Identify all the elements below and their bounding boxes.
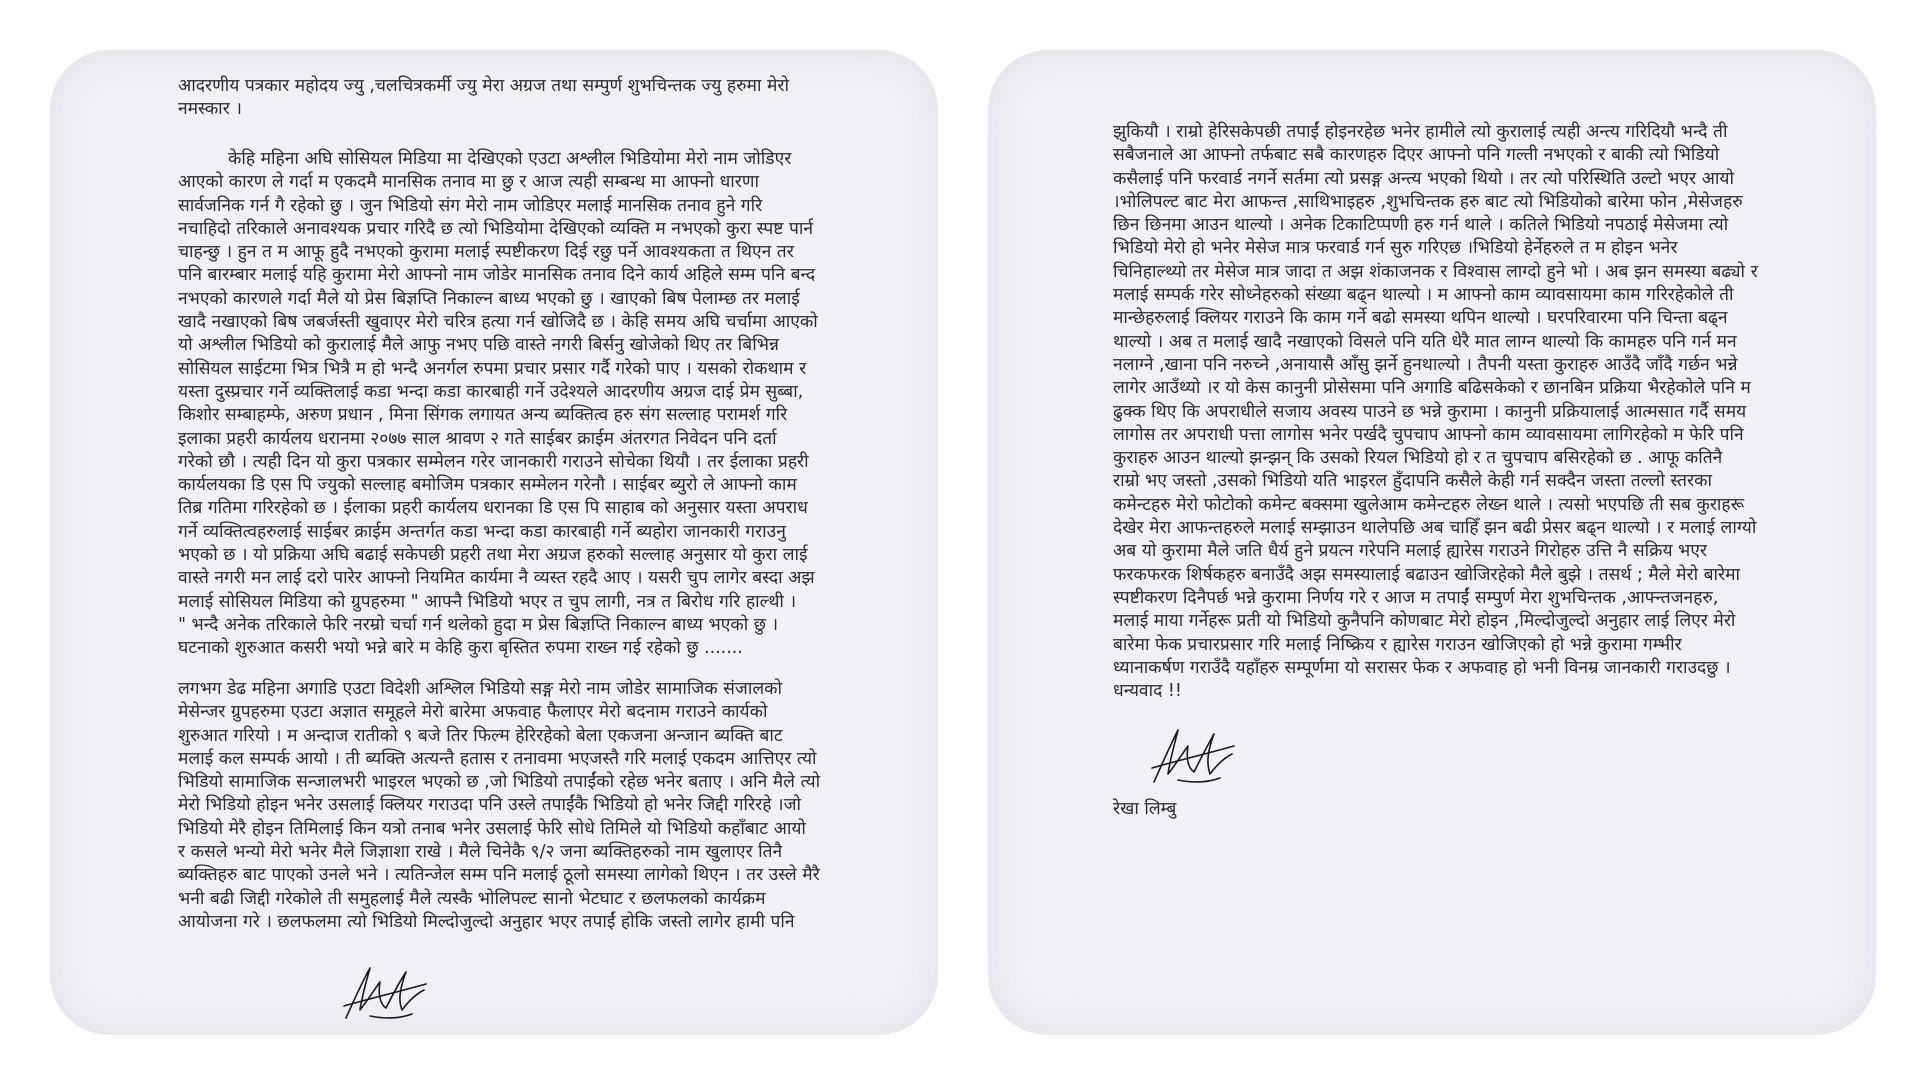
paragraph-line: " भन्दै अनेक तरिकाले फेरि नरम्रो चर्चा गर्न थलेको हुदा म प्रेस बिज्ञप्ति निकाल्न बाध्य भएको छु । xyxy=(178,614,779,635)
paragraph-line: भएको छ । यो प्रक्रिया अघि बढाई सकेपछी प्रहरी तथा मेरा अग्रज हरुको सल्लाह अनुसार यो कुरा लाई xyxy=(178,545,808,566)
paragraph-line: नलाग्ने ,खाना पनि नरुच्ने ,अनायासै आँसु झर्ने हुनथाल्यो । तैपनी यस्ता कुराहरु आउँदै जाँदै गर्छन भन्ने xyxy=(1113,354,1738,375)
paragraph-line: अब यो कुरामा मैले जति धैर्य हुने प्रयत्न गरेपनि मलाई ह्यारेस गराउने गिरोहरु उत्ति नै सक्रिय भएर xyxy=(1113,541,1708,562)
handwritten-signature-1 xyxy=(340,960,430,1025)
paragraph-line: भिडियो मेरो हो भनेर मेसेज मात्र फरवार्ड गर्न सुरु गरिएछ ।भिडियो हेर्नेहरुले त म होइन भनेर xyxy=(1113,238,1678,259)
paragraph-line: आयोजना गरे । छलफलमा त्यो भिडियो मिल्दोजुल्दो अनुहार भएर तपाईं होकि जस्तो लागेर हामी पनि xyxy=(178,911,795,932)
paragraph-line: स्पष्टीकरण दिनैपर्छ भन्ने कुरामा निर्णय गरे र आज म तपाईं सम्पुर्ण मेरा शुभचिन्तक ,आफ्न्तजनहरु, xyxy=(1113,587,1719,608)
paragraph-line: यस्ता दुस्प्रचार गर्ने व्यक्तिलाई कडा भन्दा कडा कारबाही गर्ने उदेश्यले आदरणीय अग्रज दाई प्रेम सुब्बा, xyxy=(178,381,804,402)
paragraph-line: झुकियौ । राम्रो हेरिसकेपछी तपाईं होइनरहेछ भनेर हामीले त्यो कुरालाई त्यही अन्त्य गरिदियौ भन्दै ती xyxy=(1113,122,1728,142)
paragraph-line: घटनाको शुरुआत कसरी भयो भन्ने बारे म केहि कुरा बृस्तित रुपमा राख्न गई रहेको छु ....... xyxy=(178,638,743,659)
paragraph-line: बारेमा फेक प्रचारप्रसार गरि मलाई निष्क्रिय र ह्यारेस गराउन खोजिएको हो भन्ने कुरामा गम्भीर xyxy=(1113,634,1682,655)
greeting-line: नमस्कार । xyxy=(178,99,242,120)
paragraph-line: मलाई सोसियल मिडिया को ग्रुपहरुमा " आफ्नै भिडियो भएर त चुप लागी, नत्र त बिरोध गरि हाल्थी । xyxy=(178,591,797,612)
paragraph-line: धन्यवाद !! xyxy=(1113,681,1182,702)
paragraph-line: गरेको छौ । त्यही दिन यो कुरा पत्रकार सम्मेलन गरेर जानकारी गराउने सोचेका थियौ । तर ईलाका प्रहरी xyxy=(178,451,809,472)
paragraph-line: नचाहिदो तरिकाले अनावश्यक प्रचार गरिदै छ त्यो भिडियोमा देखिएको व्यक्ति म नभएको कुरा स्पष्ट पार्न xyxy=(178,218,814,239)
paragraph-line: कसैलाई पनि फरवार्ड नगर्ने सर्तमा त्यो प्रसङ्ग अन्त्य भएको थियो । तर त्यो परिस्थिति उल्टो भएर आयो xyxy=(1113,168,1734,189)
paragraph-line: मलाई कल सम्पर्क आयो । ती ब्यक्ति अत्यन्तै हतास र तनावमा भएजस्तै गरि मलाई एकदम आत्तिएर त्यो xyxy=(178,748,817,769)
handwritten-signature-2 xyxy=(1146,720,1236,790)
paragraph-line: चाहन्छु । हुन त म आफू हुदै नभएको कुरामा मलाई स्पष्टीकरण दिई रछु पर्ने आवश्यकता त थिएन तर xyxy=(178,242,794,263)
paragraph-line: खादै नखाएको बिष जबर्जस्ती खुवाएर मेरो चरित्र हत्या गर्न खोजिदै छ । केहि समय अघि चर्चामा आएको xyxy=(178,312,818,333)
paragraph-line: किशोर सम्बाहम्फे, अरुण प्रधान , मिना सिंगक लगायत अन्य ब्यक्तित्व हरु संग सल्लाह परामर्श गरि xyxy=(178,405,788,426)
paragraph-line: वास्ते नगरी मन लाई दरो पारेर आफ्नो नियमित कार्यमा नै व्यस्त रहदै आए । यसरी चुप लागेर बस्दा अझ xyxy=(178,568,815,589)
paragraph-line: ।भोलिपल्ट बाट मेरा आफन्त ,साथिभाइहरु ,शुभचिन्तक हरु बाट त्यो भिडियोको बारेमा फोन ,मेसेजहरु xyxy=(1113,191,1743,212)
paragraph-line: मेरो भिडियो होइन भनेर उसलाई क्लियर गराउदा पनि उस्ले तपाईंकै भिडियो हो भनेर जिद्दी गरिरहे ।जो xyxy=(178,795,802,816)
letter-page-2 xyxy=(988,50,1876,1035)
paragraph-line: ध्यानाकर्षण गराउँदै यहाँहरु सम्पूर्णमा यो सरासर फेक र अफवाह हो भनी विनम्र जानकारी गराउदछु । xyxy=(1113,657,1731,678)
paragraph-line: तिब्र गतिमा गरिरहेको छ । ईलाका प्रहरी कार्यलय धरानका डि एस पि साहाब को अनुसार यस्ता अपराध xyxy=(178,498,808,519)
paragraph-line: सबैजनाले आ आफ्नो तर्फबाट सबै कारणहरु दिएर आफ्नो पनि गल्ती नभएको र बाकी त्यो भिडियो xyxy=(1113,145,1720,166)
paragraph-line: भिडियो सामाजिक सन्जालभरी भाइरल भएको छ ,जो भिडियो तपाईंको रहेछ भनेर बताए । अनि मैले त्यो xyxy=(178,772,821,793)
paragraph-line: यो अश्लील भिडियो को कुरालाई मैले आफु नभए पछि वास्ते नगरी बिर्सनु खोजेको थिए तर बिभिन्न xyxy=(178,335,779,356)
paragraph-2 xyxy=(178,678,820,934)
paragraph-line: र कसले भन्यो मेरो भनेर मैले जिज्ञाशा राखे । मैले चिनेकै ९/२ जना ब्यक्तिहरुको नाम खुलाएर तिनै xyxy=(178,842,783,863)
paragraph-line: मान्छेहरुलाई क्लियर गराउने कि काम गर्ने बढो समस्या थपिन थाल्यो । घरपरिवारमा पनि चिन्ता बढ्न xyxy=(1113,308,1728,329)
paragraph-line: भिडियो मेरै होइन तिमिलाई किन यत्रो तनाब भनेर उसलाई फेरि सोधे तिमिले यो भिडियो कहाँबाट आयो xyxy=(178,818,806,839)
paragraph-line: शुरुआत गरियो । म अन्दाज रातीको ९ बजे तिर फिल्म हेरिरहेको बेला एकजना अन्जान ब्यक्ति बाट xyxy=(178,725,783,746)
paragraph-line: मलाई सम्पर्क गरेर सोध्नेहरुको संख्या बढ्न थाल्यो । म आफ्नो काम व्यावसायमा काम गरिरहेकोले ती xyxy=(1113,285,1734,306)
paragraph-line: नभएको कारणले गर्दा मैले यो प्रेस बिज्ञप्ति निकाल्न बाध्य भएको छु । खाएको बिष पेलाम्छ तर मलाई xyxy=(178,288,800,309)
paragraph-line: लागेर आउँथ्यो ।र यो केस कानुनी प्रोसेसमा पनि अगाडि बढिसकेको र छानबिन प्रक्रिया भैरहेकोले पनि म xyxy=(1113,378,1751,399)
paragraph-line: मेसेन्जर ग्रुपहरुमा एउटा अज्ञात समूहले मेरो बारेमा अफवाह फैलाएर मेरो बदनाम गराउने कार्यको xyxy=(178,702,768,723)
paragraph-line: गर्ने व्यक्तित्वहरुलाई साईबर क्राईम अन्तर्गत कडा भन्दा कडा कारबाही गर्ने ब्यहोरा जानकारी गराउनु xyxy=(178,521,786,542)
paragraph-line: देखेर मेरा आफन्तहरुले मलाई सम्झाउन थालेपछि अब चाहिँ झन बढी प्रेसर बढ्न थाल्यो । र मलाई लाग्यो xyxy=(1113,518,1757,539)
paragraph-line: लागोस तर अपराधी पत्ता लागोस भनेर पर्खदै चुपचाप आफ्नो काम व्यावसायमा लागिरहेको म फेरि पनि xyxy=(1113,424,1744,445)
paragraph-line: राम्रो भए जस्तो ,उसको भिडियो यति भाइरल हुँदापनि कसैले केही गर्न सक्दैन जस्ता तल्लो स्तरका xyxy=(1113,471,1713,492)
greeting-block xyxy=(178,75,789,122)
paragraph-line: भनी बढी जिद्दी गरेकोले ती समुहलाई मैले त्यस्कै भोलिपल्ट सानो भेटघाट र छलफलको कार्यक्रम xyxy=(178,888,766,909)
greeting-line: आदरणीय पत्रकार महोदय ज्यु ,चलचित्रकर्मी ज्यु मेरा अग्रज तथा सम्पुर्ण शुभचिन्तक ज्यु हरुमा मेरो xyxy=(178,76,790,96)
paragraph-line: सार्वजनिक गर्न गै रहेको छु । जुन भिडियो संग मेरो नाम जोडिएर मलाई मानसिक तनाव हुने गरि xyxy=(178,195,763,216)
paragraph-line: मलाई माया गर्नेहरू प्रती यो भिडियो कुनैपनि कोणबाट मेरो होइन ,मिल्दोजुल्दो अनुहार लाई लिएर मेरो xyxy=(1113,611,1736,632)
paragraph-line: फरकफरक शिर्षकहरु बनाउँदै अझ समस्यालाई बढाउन खोजिरहेको मैले बुझे । तसर्थ ; मैले मेरो बारेमा xyxy=(1113,564,1741,585)
paragraph-line: आएको कारण ले गर्दा म एकदमै मानसिक तनाव मा छु र आज त्यही सम्बन्ध मा आफ्नो धारणा xyxy=(178,172,759,193)
paragraph-line: पनि बारम्बार मलाई यहि कुरामा मेरो आफ्नो नाम जोडेर मानसिक तनाव दिने कार्य अहिले सम्म पनि बन्द xyxy=(178,265,816,286)
paragraph-line: कुराहरु आउन थाल्यो झन्झन् कि उसको रियल भिडियो हो र त चुपचाप बसिरहेको छ . आफू कतिनै xyxy=(1113,448,1723,469)
paragraph-1 xyxy=(178,148,818,661)
paragraph-line: लगभग डेढ महिना अगाडि एउटा विदेशी अश्लिल भिडियो सङ्ग मेरो नाम जोडेर सामाजिक संजालको xyxy=(178,679,782,699)
paragraph-line: थाल्यो । अब त मलाई खादै नखाएको विसले पनि यति धेरै मात लाग्न थाल्यो कि कामहरु पनि गर्न मन xyxy=(1113,331,1737,352)
paragraph-line: ढुक्क थिए कि अपराधीले सजाय अवस्य पाउने छ भन्ने कुरामा । कानुनी प्रक्रियालाई आत्मसात गर्दै समय xyxy=(1113,401,1747,422)
paragraph-line: सोसियल साईटमा भित्र भित्रै म हो भन्दै अनर्गल रुपमा प्रचार प्रसार गर्दै गरेको पाए । यसको रोकथाम र xyxy=(178,358,807,379)
paragraph-line: इलाका प्रहरी कार्यलय धरानमा २०७७ साल श्रावण २ गते साईबर क्राईम अंतरगत निवेदन पनि दर्ता xyxy=(178,428,777,449)
paragraph-line: ब्यक्तिहरु बाट पाएको उनले भने । त्यतिन्जेल सम्म पनि मलाई ठूलो समस्या लागेको थिएन । तर उस्ले मैरै xyxy=(178,865,820,886)
paragraph-line: केहि महिना अघि सोसियल मिडिया मा देखिएको एउटा अश्लील भिडियोमा मेरो नाम जोडिएर xyxy=(228,149,792,169)
signer-name: रेखा लिम्बु xyxy=(1113,799,1177,819)
letter-page-1 xyxy=(50,50,938,1035)
paragraph-3 xyxy=(1113,121,1758,703)
paragraph-line: छिन छिनमा आउन थाल्यो । अनेक टिकाटिप्पणी हरु गर्न थाले । कतिले भिडियो नपठाई मेसेजमा त्यो xyxy=(1113,215,1729,236)
paragraph-line: कमेन्टहरु मेरो फोटोको कमेन्ट बक्समा खुलेआम कमेन्टहरु लेख्न थाले । त्यसो भएपछि ती सब कुराहरू xyxy=(1113,494,1745,515)
paragraph-line: चिनिहाल्थ्यो तर मेसेज मात्र जादा त अझ शंकाजनक र विश्वास लाग्दो हुने भो । अब झन समस्या बढ्यो र xyxy=(1113,261,1758,282)
paragraph-line: कार्यलयका डि एस पि ज्युको सल्लाह बमोजिम पत्रकार सम्मेलन गरेनौ । साईबर ब्युरो ले आफ्नो काम xyxy=(178,475,797,496)
